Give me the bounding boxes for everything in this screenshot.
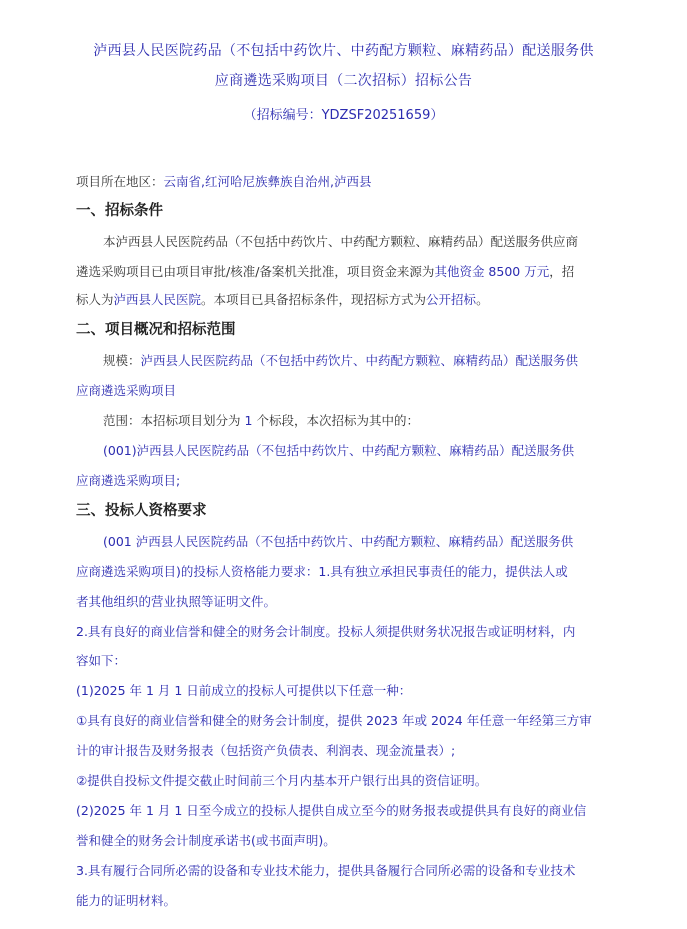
qualification-line-2: 应商遴选采购项目)的投标人资格能力要求：1.具有独立承担民事责任的能力，提供法人或 — [76, 564, 568, 579]
scale-label: 规模： — [103, 353, 141, 368]
scope-rest: 个标段，本次招标为其中的： — [256, 413, 419, 428]
scope-line — [103, 411, 643, 431]
lot-line-1: (001)泸西县人民医院药品（不包括中药饮片、中药配方颗粒、麻精药品）配送服务供 — [103, 443, 575, 458]
announcement-title-line-2: 应商遴选采购项目（二次招标）招标公告 — [214, 73, 473, 89]
qualification-line-6: (1)2025 年 1 月 1 日前成立的投标人可提供以下任意一种： — [76, 683, 412, 698]
scale-value: 泸西县人民医院药品（不包括中药饮片、中药配方颗粒、麻精药品）配送服务供 — [140, 353, 579, 368]
qualification-line-9: ②提供自投标文件提交截止时间前三个月内基本开户银行出具的资信证明。 — [76, 773, 488, 788]
qualification-line-3: 者其他组织的营业执照等证明文件。 — [76, 594, 277, 609]
lot-line-2: 应商遴选采购项目; — [76, 473, 181, 488]
qualification-line-5: 容如下： — [76, 653, 127, 668]
tenderer-name: 泸西县人民医院 — [113, 292, 202, 307]
qualification-line-4: 2.具有良好的商业信誉和健全的财务会计制度。投标人须提供财务状况报告或证明材料，内 — [76, 624, 576, 639]
text-run: 。本项目已具备招标条件，现招标方式为 — [201, 292, 427, 307]
tender-method: 公开招标 — [426, 292, 477, 307]
qualification-line-1: (001 泸西县人民医院药品（不包括中药饮片、中药配方颗粒、麻精药品）配送服务供 — [103, 534, 574, 549]
qualification-line-10: (2)2025 年 1 月 1 日至今成立的投标人提供自成立至今的财务报表或提供具有良好的商业信 — [76, 803, 587, 818]
qualification-line-7: ①具有良好的商业信誉和健全的财务会计制度，提供 2023 年或 2024 年任意一年经第三方审 — [76, 713, 592, 728]
qualification-line-12: 3.具有履行合同所必需的设备和专业技术能力，提供具备履行合同所必需的设备和专业技术 — [76, 863, 576, 878]
section-1-para-line-1: 本泸西县人民医院药品（不包括中药饮片、中药配方颗粒、麻精药品）配送服务供应商 — [103, 234, 579, 249]
text-run: 标人为 — [76, 292, 114, 307]
text-run: 遴选采购项目已由项目审批/核准/备案机关批准，项目资金来源为 — [76, 264, 435, 279]
announcement-title-line-1: 泸西县人民医院药品（不包括中药饮片、中药配方颗粒、麻精药品）配送服务供 — [93, 43, 594, 59]
section-1-heading: 一、招标条件 — [76, 203, 163, 219]
scope-count: 1 — [244, 413, 253, 428]
location-label: 项目所在地区： — [76, 174, 164, 189]
qualification-line-13: 能力的证明材料。 — [76, 893, 177, 908]
location-value: 云南省,红河哈尼族彝族自治州,泸西县 — [163, 174, 372, 189]
text-run: ，招 — [549, 264, 575, 279]
fund-source: 其他资金 8500 万元 — [434, 264, 550, 279]
qualification-line-8: 计的审计报告及财务报表（包括资产负债表、利润表、现金流量表）; — [76, 743, 456, 758]
section-1-para-line-3 — [76, 290, 616, 310]
text-run: 。 — [476, 292, 489, 307]
section-1-para-line-2 — [76, 262, 616, 282]
scale-line-1 — [103, 351, 643, 371]
scope-label: 范围：本招标项目划分为 — [103, 413, 241, 428]
project-location — [76, 172, 616, 192]
tender-number: （招标编号：YDZSF20251659） — [243, 108, 444, 123]
qualification-line-11: 誉和健全的财务会计制度承诺书(或书面声明)。 — [76, 833, 336, 848]
section-2-heading: 二、项目概况和招标范围 — [76, 322, 236, 338]
section-3-heading: 三、投标人资格要求 — [76, 503, 207, 519]
scale-line-2: 应商遴选采购项目 — [76, 383, 177, 398]
